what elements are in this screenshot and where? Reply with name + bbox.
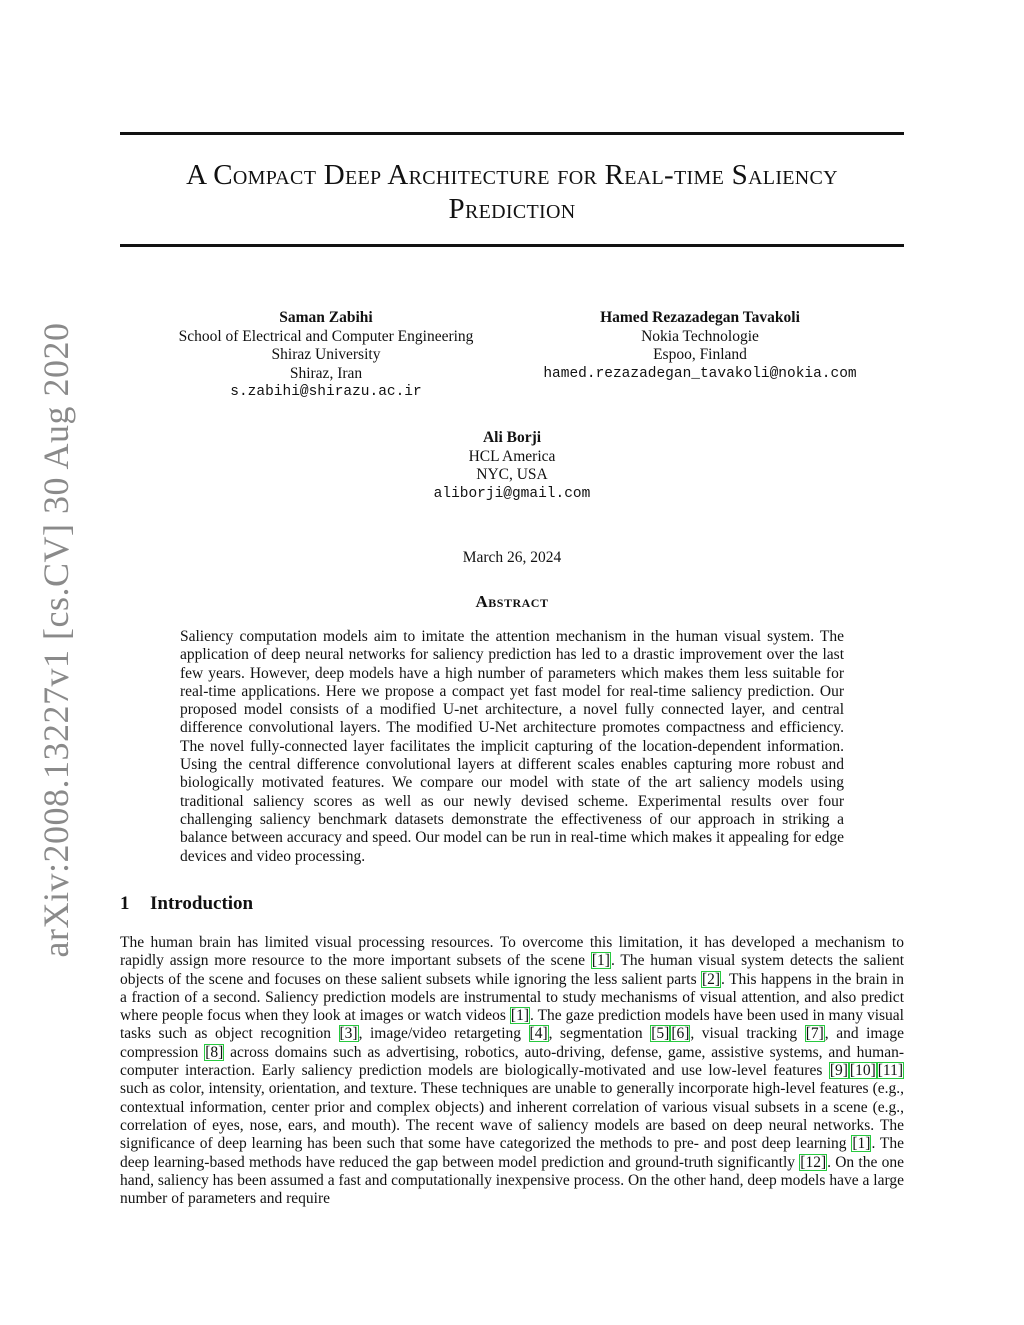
author-block: [412, 429, 612, 503]
intro-text: across domains such as advertising, robotics, auto-driving, defense, game, assistive systems, and human-computer interaction. Early saliency prediction models are biologically-motivated and use low-level features: [120, 1043, 904, 1080]
section-number: 1: [120, 893, 130, 914]
intro-text: , and image compression: [120, 1025, 904, 1061]
citation-link[interactable]: [6]: [671, 1025, 690, 1043]
citation-link[interactable]: [1]: [591, 952, 610, 970]
citation-link[interactable]: [1]: [510, 1007, 529, 1025]
abstract-heading: Abstract: [475, 592, 549, 611]
citation-link[interactable]: [5]: [651, 1025, 670, 1043]
intro-text: , image/video retargeting: [358, 1025, 529, 1043]
author-email: aliborji@gmail.com: [433, 485, 591, 502]
author-affiliation: HCL America: [468, 447, 556, 465]
author-affiliation: School of Electrical and Computer Engineering: [178, 327, 474, 345]
intro-text: , segmentation: [548, 1025, 651, 1043]
intro-text: , visual tracking: [690, 1025, 805, 1043]
citation-link[interactable]: [3]: [339, 1025, 358, 1043]
author-affiliation: Espoo, Finland: [653, 346, 747, 363]
intro-text: . The gaze prediction models have been used in many visual tasks such as object recognition: [120, 1007, 904, 1043]
author-affiliation: NYC, USA: [476, 466, 548, 483]
citation-link[interactable]: [8]: [205, 1043, 224, 1061]
citation-link[interactable]: [11]: [877, 1062, 903, 1080]
arxiv-identifier: arXiv:2008.13227v1 [cs.CV] 30 Aug 2020: [36, 322, 76, 958]
intro-text: The human brain has limited visual processing resources. To overcome this limitation, it has developed a mechanism to rapidly assign more resource to the more important subsets of the scene: [120, 934, 904, 970]
intro-text: . This happens in the brain in a fraction of a second. Saliency prediction models are instrumental to study mechanisms of visual attention, and also predict where people focus when they look at images or watch videos: [120, 970, 904, 1025]
citation-link[interactable]: [10]: [849, 1062, 876, 1080]
citation-link[interactable]: [9]: [829, 1062, 848, 1080]
author-block: [160, 309, 492, 402]
intro-text: such as color, intensity, orientation, and texture. These techniques are unable to generally incorporate high-level features (e.g., contextual information, center prior and complex objects) and inherent correlation of various visual subsets in a scene (e.g., correlation of eyes, nose, ears, and mouth). The recent wave of saliency models are based on deep neural networks. The significance of deep learning has been such that some have categorized the methods to pre- and post deep learning: [120, 1080, 904, 1153]
section-heading: [120, 893, 253, 915]
intro-text: . On the one hand, saliency has been assumed a fast and computationally inexpensive process. On the other hand, deep models have a large number of parameters and require: [120, 1153, 904, 1208]
paper-title: A Compact Deep Architecture for Real-time Saliency Prediction: [186, 159, 838, 225]
citation-link[interactable]: [12]: [800, 1153, 827, 1171]
title-bottom-rule: [120, 244, 904, 247]
intro-text: . The human visual system detects the salient objects of the scene and focuses on these salient subsets while ignoring the less salient parts: [120, 952, 905, 988]
author-email: s.zabihi@shirazu.ac.ir: [230, 384, 422, 400]
citation-link[interactable]: [2]: [701, 970, 721, 988]
title-top-rule: [120, 132, 904, 135]
author-affiliation: Shiraz University: [271, 346, 381, 363]
abstract-text: Saliency computation models aim to imitate the attention mechanism in the human visual system. The application of deep neural networks for saliency prediction has led to a drastic improvement over the last few years. However, deep models have a high number of parameters which makes them less suitable for real-time applications. Here we propose a compact yet fast model for real-time saliency prediction. Our proposed model consists of a modified U-net architecture, a novel fully connected layer, and central difference convolutional layers. The modified U-Net architecture promotes compactness and efficiency. The novel fully-connected layer facilitates the implicit capturing of the location-dependent information. Using the central difference convolutional layers at different scales enables capturing more robust and biologically motivated features. We compare our model with state of the art saliency models using traditional saliency scores as well as our newly devised scheme. Experimental results over four challenging saliency benchmark datasets demonstrate the effectiveness of our approach in striking a balance between accuracy and speed. Our model can be run in real-time which makes it appealing for edge devices and video processing.: [180, 628, 844, 865]
introduction-paragraph: [120, 934, 904, 1208]
author-name: Hamed Rezazadegan Tavakoli: [600, 309, 800, 326]
paper-date: March 26, 2024: [462, 549, 562, 566]
author-name: Ali Borji: [482, 429, 542, 446]
citation-link[interactable]: [7]: [805, 1025, 824, 1043]
author-email: hamed.rezazadegan_tavakoli@nokia.com: [543, 365, 857, 382]
author-affiliation: Nokia Technologie: [641, 327, 759, 345]
author-name: Saman Zabihi: [279, 309, 373, 326]
citation-link[interactable]: [4]: [529, 1025, 548, 1043]
author-block: [530, 309, 870, 383]
citation-link[interactable]: [1]: [852, 1135, 871, 1153]
author-affiliation: Shiraz, Iran: [289, 364, 363, 382]
section-title: Introduction: [150, 893, 254, 914]
intro-text: . The deep learning-based methods have reduced the gap between model prediction and ground-truth significantly: [120, 1135, 904, 1171]
